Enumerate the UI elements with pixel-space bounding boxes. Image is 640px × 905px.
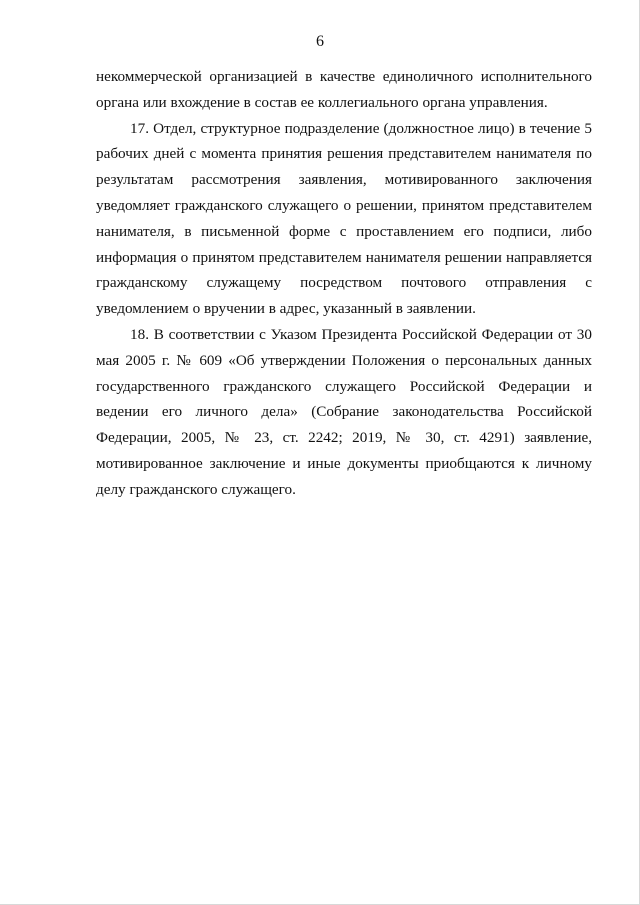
page-number: 6 bbox=[316, 33, 324, 50]
paragraph-18: 18. В соответствии с Указом Президента Российской Федерации от 30 мая 2005 г. № 609 «Об утверждении Положения о персональных данных государственного гражданского служащего Российской Федерации и ведении его личного дела» (Собрание законодательства Российской Федерации, 2005, № 23, ст. 2242; 2019, № 30, ст. 4291) заявление, мотивированное заключение и иные документы приобщаются к личному делу гражданского служащего. bbox=[96, 325, 592, 498]
paragraph-continuation: некоммерческой организацией в качестве единоличного исполнительного органа или вхождение в состав ее коллегиального органа управления. bbox=[96, 68, 592, 111]
document-body bbox=[96, 64, 592, 503]
paragraph-17: 17. Отдел, структурное подразделение (должностное лицо) в течение 5 рабочих дней с момента принятия решения представителем нанимателя по результатам рассмотрения заявления, мотивированного заключения уведомляет гражданского служащего о решении, принятом представителем нанимателя, в письменной форме с проставлением его подписи, либо информация о принятом представителем нанимателя решении направляется гражданскому служащему посредством почтового отправления с уведомлением о вручении в адрес, указанный в заявлении. bbox=[96, 119, 592, 318]
